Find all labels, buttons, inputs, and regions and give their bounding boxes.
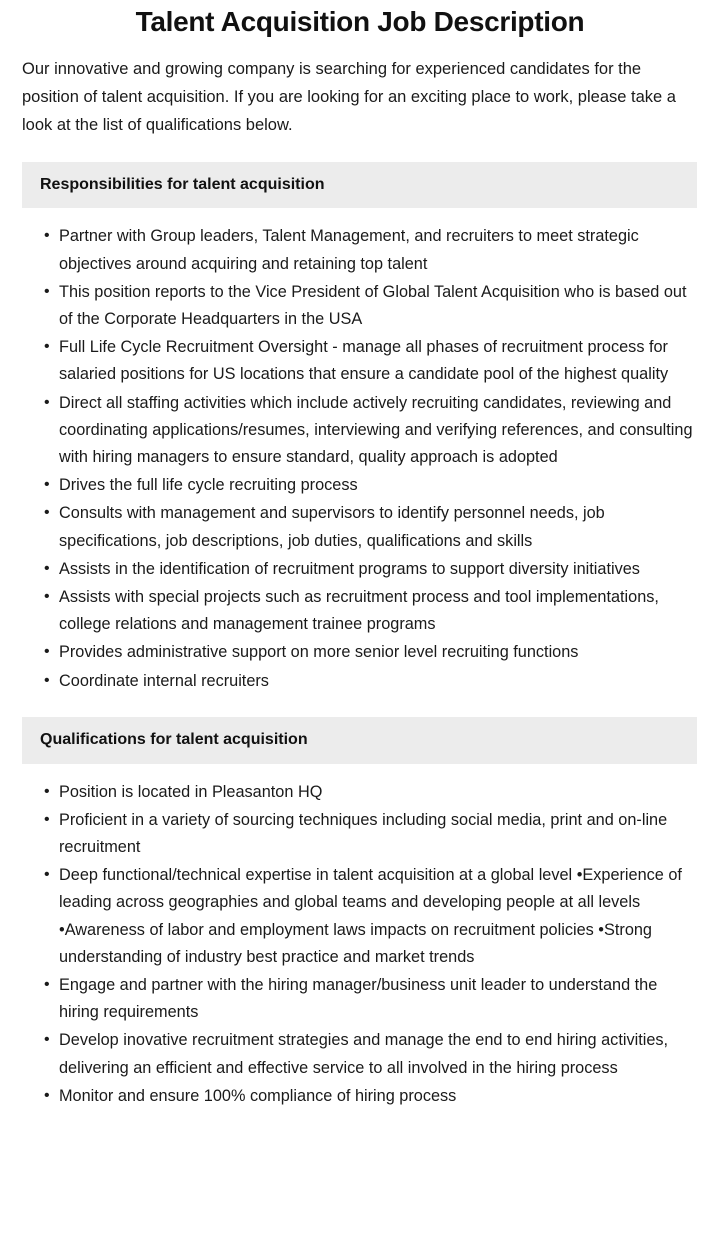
page-title: Talent Acquisition Job Description bbox=[135, 6, 585, 37]
list-item: • Develop inovative recruitment strategies and manage the end to end hiring activities, delivering an efficient and effective service to all involved in the hiring process bbox=[44, 1027, 694, 1081]
list-item: • Coordinate internal recruiters bbox=[44, 668, 694, 695]
section-responsibilities bbox=[0, 162, 720, 695]
list-item: • Engage and partner with the hiring manager/business unit leader to understand the hiring requirements bbox=[44, 972, 694, 1026]
list-item: • Drives the full life cycle recruiting process bbox=[44, 472, 694, 499]
section-header-qualifications: Qualifications for talent acquisition bbox=[22, 717, 697, 764]
list-item: • Proficient in a variety of sourcing techniques including social media, print and on-line recruitment bbox=[44, 807, 694, 861]
responsibilities-list bbox=[0, 208, 720, 694]
list-item: • Monitor and ensure 100% compliance of hiring process bbox=[44, 1083, 694, 1110]
qualifications-list bbox=[0, 764, 720, 1110]
list-item: • Consults with management and supervisors to identify personnel needs, job specifications, job descriptions, job duties, qualifications and skills bbox=[44, 500, 694, 554]
list-item: • Position is located in Pleasanton HQ bbox=[44, 779, 694, 806]
list-item: • Partner with Group leaders, Talent Management, and recruiters to meet strategic objectives around acquiring and retaining top talent bbox=[44, 223, 694, 277]
section-qualifications bbox=[0, 717, 720, 1110]
list-item: • This position reports to the Vice President of Global Talent Acquisition who is based out of the Corporate Headquarters in the USA bbox=[44, 279, 694, 333]
list-item: • Assists in the identification of recruitment programs to support diversity initiatives bbox=[44, 556, 694, 583]
section-header-responsibilities: Responsibilities for talent acquisition bbox=[22, 162, 697, 209]
list-item: • Full Life Cycle Recruitment Oversight - manage all phases of recruitment process for salaried positions for US locations that ensure a candidate pool of the highest quality bbox=[44, 334, 694, 388]
list-item: • Deep functional/technical expertise in talent acquisition at a global level •Experience of leading across geographies and global teams and developing people at all levels •Awareness of labor and employment laws impacts on recruitment policies •Strong understanding of industry best practice and market trends bbox=[44, 862, 694, 971]
list-item: • Provides administrative support on more senior level recruiting functions bbox=[44, 639, 694, 666]
list-item: • Direct all staffing activities which include actively recruiting candidates, reviewing and coordinating applications/resumes, interviewing and verifying references, and consulting with hiring managers to ensure standard, quality approach is adopted bbox=[44, 390, 694, 472]
list-item: • Assists with special projects such as recruitment process and tool implementations, college relations and management trainee programs bbox=[44, 584, 694, 638]
intro-paragraph: Our innovative and growing company is searching for experienced candidates for the position of talent acquisition. If you are looking for an exciting place to work, please take a look at the list of qualifications below. bbox=[22, 60, 676, 134]
